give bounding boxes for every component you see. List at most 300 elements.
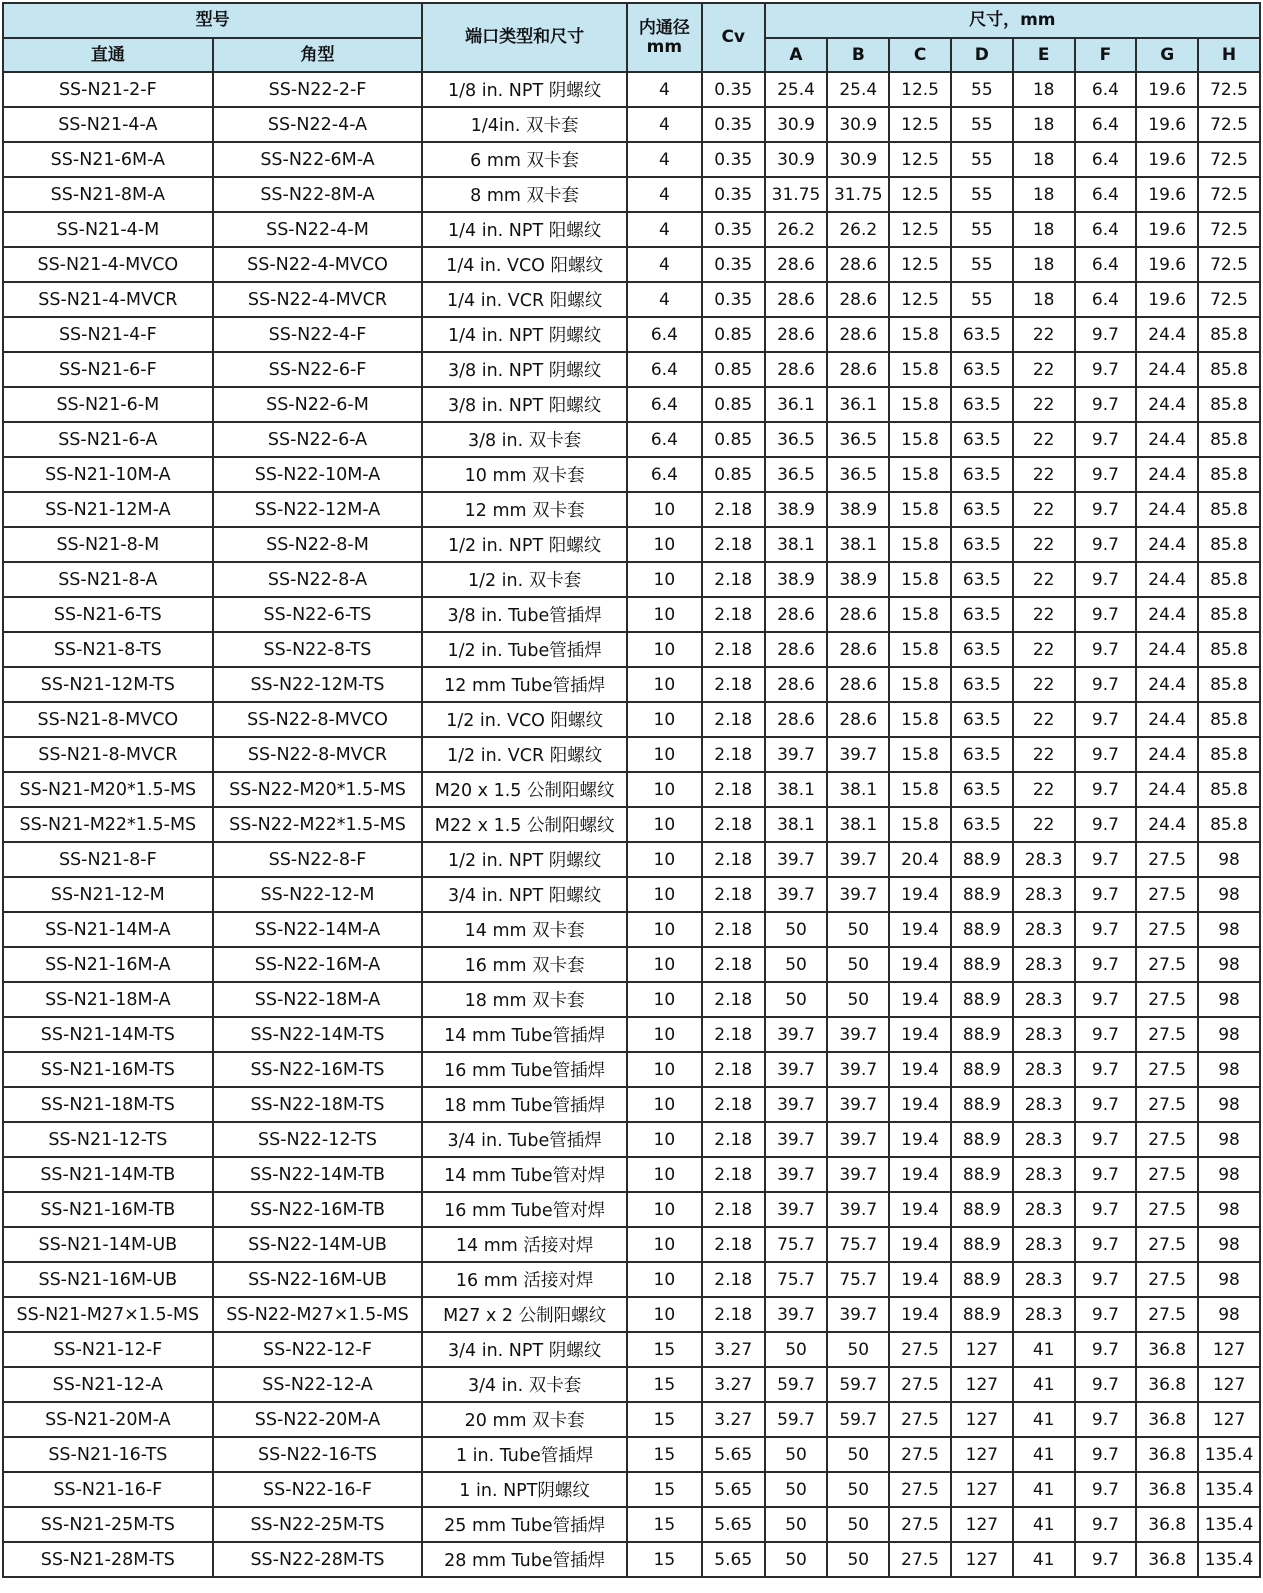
cell-dim-f: 9.7 (1075, 1472, 1137, 1507)
cell-bore: 4 (627, 282, 702, 317)
cell-dim-f: 9.7 (1075, 352, 1137, 387)
cell-straight-model: SS-N21-M20*1.5-MS (3, 772, 213, 807)
cell-dim-a: 36.5 (765, 422, 828, 457)
cell-dim-e: 41 (1013, 1402, 1075, 1437)
cell-cv: 2.18 (702, 702, 765, 737)
cell-dim-a: 39.7 (765, 1192, 828, 1227)
cell-dim-h: 85.8 (1198, 422, 1260, 457)
cell-dim-e: 18 (1013, 107, 1075, 142)
cell-straight-model: SS-N21-16-TS (3, 1437, 213, 1472)
cell-dim-f: 9.7 (1075, 457, 1137, 492)
cell-bore: 6.4 (627, 422, 702, 457)
cell-dim-c: 19.4 (889, 1087, 951, 1122)
table-row (3, 597, 1260, 632)
header-dim-e: E (1013, 38, 1075, 72)
cell-dim-d: 88.9 (951, 877, 1013, 912)
cell-dim-b: 28.6 (827, 352, 889, 387)
table-row (3, 177, 1260, 212)
cell-dim-c: 19.4 (889, 877, 951, 912)
table-row (3, 1542, 1260, 1577)
cell-dim-c: 15.8 (889, 492, 951, 527)
cell-dim-f: 9.7 (1075, 1437, 1137, 1472)
table-row (3, 632, 1260, 667)
table-row (3, 247, 1260, 282)
cell-dim-b: 39.7 (827, 1122, 889, 1157)
cell-angle-model: SS-N22-6-F (213, 352, 423, 387)
cell-cv: 2.18 (702, 632, 765, 667)
cell-dim-b: 50 (827, 1437, 889, 1472)
cell-dim-f: 9.7 (1075, 1227, 1137, 1262)
cell-straight-model: SS-N21-M27×1.5-MS (3, 1297, 213, 1332)
cell-dim-b: 28.6 (827, 282, 889, 317)
cell-dim-e: 22 (1013, 667, 1075, 702)
cell-port-type: M22 x 1.5 公制阳螺纹 (422, 807, 627, 842)
cell-dim-e: 41 (1013, 1472, 1075, 1507)
cell-bore: 10 (627, 807, 702, 842)
cell-angle-model: SS-N22-18M-TS (213, 1087, 423, 1122)
cell-dim-e: 18 (1013, 282, 1075, 317)
cell-straight-model: SS-N21-4-F (3, 317, 213, 352)
cell-dim-c: 19.4 (889, 1157, 951, 1192)
cell-dim-a: 31.75 (765, 177, 828, 212)
cell-port-type: 16 mm 双卡套 (422, 947, 627, 982)
cell-dim-e: 18 (1013, 177, 1075, 212)
cell-dim-g: 27.5 (1136, 982, 1198, 1017)
cell-cv: 0.35 (702, 107, 765, 142)
cell-dim-e: 41 (1013, 1507, 1075, 1542)
cell-cv: 2.18 (702, 1052, 765, 1087)
cell-straight-model: SS-N21-14M-UB (3, 1227, 213, 1262)
cell-dim-a: 50 (765, 982, 828, 1017)
cell-cv: 0.85 (702, 317, 765, 352)
cell-bore: 10 (627, 737, 702, 772)
cell-dim-a: 38.1 (765, 527, 828, 562)
cell-dim-c: 27.5 (889, 1507, 951, 1542)
table-row (3, 212, 1260, 247)
cell-bore: 10 (627, 1087, 702, 1122)
cell-angle-model: SS-N22-4-MVCR (213, 282, 423, 317)
cell-dim-e: 18 (1013, 212, 1075, 247)
cell-cv: 2.18 (702, 492, 765, 527)
cell-dim-d: 63.5 (951, 317, 1013, 352)
cell-angle-model: SS-N22-12-TS (213, 1122, 423, 1157)
cell-dim-g: 19.6 (1136, 177, 1198, 212)
table-row (3, 1017, 1260, 1052)
cell-straight-model: SS-N21-16M-TB (3, 1192, 213, 1227)
cell-dim-h: 85.8 (1198, 737, 1260, 772)
cell-dim-c: 15.8 (889, 317, 951, 352)
cell-dim-d: 88.9 (951, 1017, 1013, 1052)
cell-dim-d: 63.5 (951, 807, 1013, 842)
cell-dim-h: 85.8 (1198, 317, 1260, 352)
cell-straight-model: SS-N21-8-MVCR (3, 737, 213, 772)
cell-dim-d: 63.5 (951, 457, 1013, 492)
cell-dim-g: 19.6 (1136, 247, 1198, 282)
cell-dim-f: 9.7 (1075, 562, 1137, 597)
cell-cv: 3.27 (702, 1402, 765, 1437)
cell-dim-b: 28.6 (827, 597, 889, 632)
table-row (3, 947, 1260, 982)
cell-dim-b: 28.6 (827, 702, 889, 737)
cell-dim-f: 6.4 (1075, 212, 1137, 247)
table-row (3, 877, 1260, 912)
cell-dim-d: 63.5 (951, 527, 1013, 562)
cell-angle-model: SS-N22-4-M (213, 212, 423, 247)
cell-dim-e: 28.3 (1013, 947, 1075, 982)
cell-dim-f: 9.7 (1075, 1542, 1137, 1577)
cell-angle-model: SS-N22-10M-A (213, 457, 423, 492)
table-row (3, 912, 1260, 947)
cell-straight-model: SS-N21-10M-A (3, 457, 213, 492)
cell-angle-model: SS-N22-8-MVCO (213, 702, 423, 737)
cell-dim-g: 24.4 (1136, 772, 1198, 807)
cell-bore: 10 (627, 1192, 702, 1227)
cell-straight-model: SS-N21-12M-TS (3, 667, 213, 702)
cell-angle-model: SS-N22-25M-TS (213, 1507, 423, 1542)
cell-dim-b: 39.7 (827, 1017, 889, 1052)
cell-cv: 5.65 (702, 1437, 765, 1472)
cell-cv: 2.18 (702, 1087, 765, 1122)
cell-port-type: 1/2 in. Tube管插焊 (422, 632, 627, 667)
cell-dim-d: 63.5 (951, 387, 1013, 422)
table-row (3, 1227, 1260, 1262)
cell-dim-g: 24.4 (1136, 457, 1198, 492)
cell-dim-b: 39.7 (827, 1087, 889, 1122)
cell-straight-model: SS-N21-14M-TB (3, 1157, 213, 1192)
cell-dim-d: 55 (951, 212, 1013, 247)
cell-dim-d: 88.9 (951, 912, 1013, 947)
cell-dim-c: 20.4 (889, 842, 951, 877)
cell-bore: 10 (627, 597, 702, 632)
cell-dim-d: 55 (951, 107, 1013, 142)
cell-dim-b: 36.5 (827, 422, 889, 457)
cell-dim-h: 98 (1198, 1192, 1260, 1227)
cell-dim-e: 22 (1013, 807, 1075, 842)
cell-port-type: 3/4 in. NPT 阳螺纹 (422, 877, 627, 912)
table-row (3, 352, 1260, 387)
cell-dim-a: 50 (765, 1472, 828, 1507)
cell-dim-a: 28.6 (765, 247, 828, 282)
cell-dim-h: 127 (1198, 1402, 1260, 1437)
cell-dim-d: 88.9 (951, 1227, 1013, 1262)
cell-straight-model: SS-N21-16M-A (3, 947, 213, 982)
cell-cv: 2.18 (702, 1297, 765, 1332)
cell-bore: 10 (627, 562, 702, 597)
cell-dim-b: 39.7 (827, 1157, 889, 1192)
cell-bore: 10 (627, 667, 702, 702)
cell-bore: 15 (627, 1437, 702, 1472)
cell-dim-b: 39.7 (827, 842, 889, 877)
cell-dim-g: 19.6 (1136, 142, 1198, 177)
cell-cv: 5.65 (702, 1507, 765, 1542)
cell-dim-e: 22 (1013, 562, 1075, 597)
cell-dim-g: 27.5 (1136, 1017, 1198, 1052)
cell-straight-model: SS-N21-16M-TS (3, 1052, 213, 1087)
cell-dim-f: 9.7 (1075, 982, 1137, 1017)
table-row (3, 807, 1260, 842)
cell-dim-e: 22 (1013, 457, 1075, 492)
cell-dim-b: 59.7 (827, 1367, 889, 1402)
cell-dim-g: 24.4 (1136, 737, 1198, 772)
cell-dim-e: 22 (1013, 317, 1075, 352)
cell-bore: 4 (627, 72, 702, 107)
cell-straight-model: SS-N21-6M-A (3, 142, 213, 177)
cell-dim-a: 39.7 (765, 877, 828, 912)
cell-dim-b: 39.7 (827, 1052, 889, 1087)
cell-port-type: 14 mm Tube管对焊 (422, 1157, 627, 1192)
cell-dim-e: 28.3 (1013, 1262, 1075, 1297)
cell-angle-model: SS-N22-8M-A (213, 177, 423, 212)
cell-dim-a: 28.6 (765, 597, 828, 632)
cell-angle-model: SS-N22-12-M (213, 877, 423, 912)
header-dim-h: H (1198, 38, 1260, 72)
cell-dim-e: 28.3 (1013, 877, 1075, 912)
cell-dim-f: 6.4 (1075, 177, 1137, 212)
cell-dim-e: 41 (1013, 1437, 1075, 1472)
header-dim-a: A (765, 38, 828, 72)
cell-dim-g: 24.4 (1136, 317, 1198, 352)
cell-dim-e: 28.3 (1013, 1052, 1075, 1087)
table-row (3, 1122, 1260, 1157)
table-row (3, 1472, 1260, 1507)
cell-dim-b: 30.9 (827, 107, 889, 142)
cell-dim-h: 85.8 (1198, 597, 1260, 632)
cell-dim-f: 9.7 (1075, 1017, 1137, 1052)
cell-dim-a: 39.7 (765, 1157, 828, 1192)
cell-dim-g: 19.6 (1136, 212, 1198, 247)
cell-dim-b: 38.9 (827, 492, 889, 527)
cell-bore: 10 (627, 1262, 702, 1297)
cell-dim-f: 9.7 (1075, 842, 1137, 877)
cell-angle-model: SS-N22-2-F (213, 72, 423, 107)
cell-straight-model: SS-N21-12-F (3, 1332, 213, 1367)
cell-dim-f: 9.7 (1075, 1157, 1137, 1192)
cell-dim-a: 26.2 (765, 212, 828, 247)
cell-dim-a: 28.6 (765, 667, 828, 702)
cell-dim-d: 88.9 (951, 947, 1013, 982)
cell-dim-h: 85.8 (1198, 387, 1260, 422)
cell-port-type: 1 in. Tube管插焊 (422, 1437, 627, 1472)
cell-dim-b: 28.6 (827, 247, 889, 282)
cell-dim-b: 25.4 (827, 72, 889, 107)
cell-bore: 6.4 (627, 457, 702, 492)
cell-dim-h: 98 (1198, 1017, 1260, 1052)
cell-dim-a: 50 (765, 1332, 828, 1367)
cell-cv: 2.18 (702, 912, 765, 947)
cell-bore: 10 (627, 1157, 702, 1192)
table-row (3, 1262, 1260, 1297)
cell-bore: 15 (627, 1332, 702, 1367)
cell-dim-b: 50 (827, 912, 889, 947)
table-row (3, 1507, 1260, 1542)
cell-bore: 10 (627, 912, 702, 947)
cell-dim-f: 9.7 (1075, 1052, 1137, 1087)
header-bore-unit: mm (646, 36, 683, 57)
cell-dim-g: 27.5 (1136, 1087, 1198, 1122)
table-row (3, 1157, 1260, 1192)
cell-dim-f: 9.7 (1075, 667, 1137, 702)
table-row (3, 107, 1260, 142)
cell-dim-c: 12.5 (889, 177, 951, 212)
cell-dim-e: 22 (1013, 597, 1075, 632)
header-bore-label: 内通径 (638, 17, 690, 38)
cell-port-type: 3/8 in. 双卡套 (422, 422, 627, 457)
cell-port-type: 1/4 in. NPT 阴螺纹 (422, 317, 627, 352)
cell-bore: 4 (627, 142, 702, 177)
cell-dim-d: 127 (951, 1542, 1013, 1577)
cell-dim-d: 63.5 (951, 352, 1013, 387)
cell-dim-g: 24.4 (1136, 492, 1198, 527)
cell-angle-model: SS-N22-12-F (213, 1332, 423, 1367)
cell-dim-f: 9.7 (1075, 1507, 1137, 1542)
cell-dim-b: 28.6 (827, 667, 889, 702)
cell-dim-a: 28.6 (765, 702, 828, 737)
cell-cv: 3.27 (702, 1367, 765, 1402)
cell-cv: 2.18 (702, 1017, 765, 1052)
cell-straight-model: SS-N21-4-MVCO (3, 247, 213, 282)
cell-dim-c: 12.5 (889, 247, 951, 282)
table-row (3, 527, 1260, 562)
cell-dim-a: 50 (765, 1507, 828, 1542)
cell-angle-model: SS-N22-16-F (213, 1472, 423, 1507)
cell-dim-g: 36.8 (1136, 1507, 1198, 1542)
cell-dim-f: 9.7 (1075, 1367, 1137, 1402)
cell-dim-c: 19.4 (889, 1262, 951, 1297)
cell-port-type: 3/4 in. NPT 阴螺纹 (422, 1332, 627, 1367)
cell-port-type: 3/8 in. NPT 阳螺纹 (422, 387, 627, 422)
cell-dim-h: 98 (1198, 1122, 1260, 1157)
cell-cv: 2.18 (702, 947, 765, 982)
cell-angle-model: SS-N22-M27×1.5-MS (213, 1297, 423, 1332)
cell-dim-e: 28.3 (1013, 1087, 1075, 1122)
cell-dim-d: 127 (951, 1332, 1013, 1367)
cell-straight-model: SS-N21-12-A (3, 1367, 213, 1402)
cell-port-type: 28 mm Tube管插焊 (422, 1542, 627, 1577)
cell-dim-e: 41 (1013, 1332, 1075, 1367)
cell-dim-g: 27.5 (1136, 1297, 1198, 1332)
cell-cv: 2.18 (702, 527, 765, 562)
cell-bore: 10 (627, 947, 702, 982)
cell-angle-model: SS-N22-14M-TB (213, 1157, 423, 1192)
cell-angle-model: SS-N22-6-A (213, 422, 423, 457)
cell-dim-f: 9.7 (1075, 877, 1137, 912)
cell-angle-model: SS-N22-20M-A (213, 1402, 423, 1437)
cell-dim-b: 38.1 (827, 772, 889, 807)
table-row (3, 317, 1260, 352)
cell-dim-g: 27.5 (1136, 912, 1198, 947)
cell-dim-f: 9.7 (1075, 387, 1137, 422)
cell-dim-c: 15.8 (889, 702, 951, 737)
cell-port-type: 3/4 in. 双卡套 (422, 1367, 627, 1402)
cell-dim-d: 88.9 (951, 842, 1013, 877)
table-row (3, 492, 1260, 527)
cell-dim-g: 24.4 (1136, 387, 1198, 422)
cell-port-type: 16 mm Tube管对焊 (422, 1192, 627, 1227)
table-row (3, 72, 1260, 107)
cell-dim-e: 28.3 (1013, 1122, 1075, 1157)
cell-dim-h: 135.4 (1198, 1542, 1260, 1577)
cell-cv: 2.18 (702, 1227, 765, 1262)
cell-dim-f: 9.7 (1075, 527, 1137, 562)
cell-dim-h: 98 (1198, 877, 1260, 912)
cell-angle-model: SS-N22-16M-UB (213, 1262, 423, 1297)
cell-dim-e: 28.3 (1013, 1227, 1075, 1262)
cell-dim-a: 28.6 (765, 352, 828, 387)
cell-dim-f: 6.4 (1075, 107, 1137, 142)
cell-straight-model: SS-N21-14M-A (3, 912, 213, 947)
cell-dim-b: 38.9 (827, 562, 889, 597)
cell-port-type: 1 in. NPT阴螺纹 (422, 1472, 627, 1507)
cell-dim-d: 88.9 (951, 1052, 1013, 1087)
cell-dim-b: 38.1 (827, 527, 889, 562)
cell-dim-e: 28.3 (1013, 1192, 1075, 1227)
cell-dim-g: 19.6 (1136, 72, 1198, 107)
cell-dim-g: 36.8 (1136, 1472, 1198, 1507)
cell-dim-c: 19.4 (889, 1017, 951, 1052)
cell-dim-g: 36.8 (1136, 1367, 1198, 1402)
cell-dim-e: 22 (1013, 632, 1075, 667)
cell-bore: 10 (627, 1227, 702, 1262)
cell-cv: 0.35 (702, 177, 765, 212)
cell-dim-h: 85.8 (1198, 772, 1260, 807)
cell-dim-h: 85.8 (1198, 527, 1260, 562)
cell-dim-b: 28.6 (827, 317, 889, 352)
cell-bore: 10 (627, 877, 702, 912)
cell-cv: 0.85 (702, 352, 765, 387)
cell-port-type: 6 mm 双卡套 (422, 142, 627, 177)
cell-dim-h: 135.4 (1198, 1472, 1260, 1507)
cell-straight-model: SS-N21-18M-TS (3, 1087, 213, 1122)
cell-angle-model: SS-N22-12M-A (213, 492, 423, 527)
header-dim-f: F (1075, 38, 1137, 72)
cell-dim-g: 19.6 (1136, 107, 1198, 142)
cell-dim-c: 27.5 (889, 1542, 951, 1577)
cell-dim-f: 9.7 (1075, 632, 1137, 667)
cell-dim-h: 135.4 (1198, 1437, 1260, 1472)
cell-port-type: 3/4 in. Tube管插焊 (422, 1122, 627, 1157)
cell-dim-h: 135.4 (1198, 1507, 1260, 1542)
cell-dim-h: 72.5 (1198, 142, 1260, 177)
cell-straight-model: SS-N21-8-A (3, 562, 213, 597)
cell-dim-d: 55 (951, 72, 1013, 107)
cell-cv: 0.35 (702, 247, 765, 282)
cell-dim-h: 85.8 (1198, 492, 1260, 527)
table-row (3, 1367, 1260, 1402)
cell-dim-h: 72.5 (1198, 282, 1260, 317)
cell-dim-c: 15.8 (889, 422, 951, 457)
cell-dim-d: 88.9 (951, 1297, 1013, 1332)
cell-angle-model: SS-N22-12M-TS (213, 667, 423, 702)
cell-dim-h: 85.8 (1198, 632, 1260, 667)
cell-dim-b: 39.7 (827, 1297, 889, 1332)
cell-dim-g: 36.8 (1136, 1332, 1198, 1367)
cell-straight-model: SS-N21-8-MVCO (3, 702, 213, 737)
cell-dim-c: 15.8 (889, 562, 951, 597)
cell-dim-f: 9.7 (1075, 1297, 1137, 1332)
cell-dim-d: 127 (951, 1472, 1013, 1507)
table-row (3, 737, 1260, 772)
cell-straight-model: SS-N21-28M-TS (3, 1542, 213, 1577)
cell-angle-model: SS-N22-14M-TS (213, 1017, 423, 1052)
cell-bore: 4 (627, 107, 702, 142)
cell-dim-c: 12.5 (889, 212, 951, 247)
cell-straight-model: SS-N21-12-TS (3, 1122, 213, 1157)
cell-dim-e: 22 (1013, 422, 1075, 457)
cell-dim-a: 39.7 (765, 1122, 828, 1157)
cell-cv: 0.35 (702, 72, 765, 107)
cell-dim-f: 9.7 (1075, 597, 1137, 632)
cell-dim-a: 36.5 (765, 457, 828, 492)
